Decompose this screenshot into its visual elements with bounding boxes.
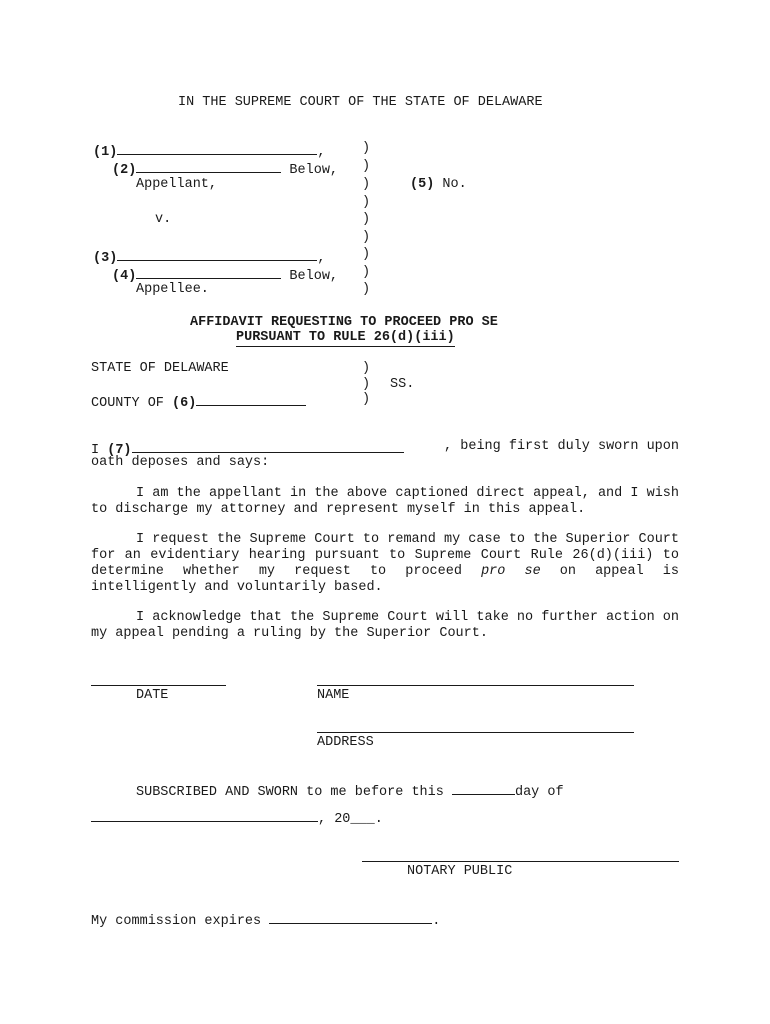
field-1-blank[interactable] (117, 141, 317, 155)
field-2-label: (2) (112, 163, 137, 178)
affidavit-heading-line-1: AFFIDAVIT REQUESTING TO PROCEED PRO SE (190, 315, 498, 330)
caption-paren: ) (362, 265, 371, 280)
field-6-blank[interactable] (196, 392, 306, 406)
pro-se-italic: pro se (481, 564, 541, 579)
field-2-suffix: Below, (289, 163, 339, 178)
notary-signature-line[interactable] (362, 861, 679, 862)
address-label: ADDRESS (317, 735, 374, 750)
commission-end: . (432, 914, 441, 929)
field-3-suffix: , (317, 251, 326, 266)
venue-ss: SS. (390, 377, 415, 392)
caption-paren: ) (362, 230, 371, 245)
field-2-blank[interactable] (136, 159, 281, 173)
caption-paren: ) (362, 177, 371, 192)
name-label: NAME (317, 688, 350, 703)
caption-paren: ) (362, 212, 371, 227)
appellant-label: Appellant, (136, 177, 218, 192)
paragraph-2-text-b: on appeal is intelligently and voluntarily based. (91, 564, 679, 595)
affidavit-heading-line-2: PURSUANT TO RULE 26(d)(iii) (236, 330, 455, 345)
field-3-label: (3) (93, 251, 118, 266)
month-blank[interactable] (91, 808, 318, 822)
paragraph-3-text: I acknowledge that the Supreme Court will take no further action on my appeal pending a ruling by the Superior Court. (91, 610, 679, 641)
caption-paren: ) (362, 195, 371, 210)
venue-paren: ) (362, 361, 371, 376)
caption-paren: ) (362, 141, 371, 156)
field-1-suffix: , (317, 145, 326, 160)
caption-paren: ) (362, 247, 371, 262)
date-signature-line[interactable] (91, 685, 226, 686)
paragraph-1-text: I am the appellant in the above captioned direct appeal, and I wish to discharge my attorney and represent myself in this appeal. (91, 486, 679, 517)
field-5-label: (5) (410, 177, 435, 192)
paragraph-3 (91, 610, 679, 642)
paragraph-2 (91, 532, 679, 596)
paragraph-1 (91, 486, 679, 518)
caption-line-2 (112, 159, 338, 179)
oath-text: oath deposes and says: (91, 455, 270, 470)
versus-label: v. (155, 212, 172, 227)
commission-line (91, 910, 440, 930)
venue-state: STATE OF DELAWARE (91, 361, 229, 376)
field-4-suffix: Below, (289, 269, 339, 284)
caption-line-1 (93, 141, 325, 161)
name-signature-line[interactable] (317, 685, 634, 686)
appellee-label: Appellee. (136, 282, 209, 297)
day-of-text: day of (514, 785, 564, 800)
caption-paren: ) (362, 159, 371, 174)
venue-county-line (91, 392, 306, 412)
address-signature-line[interactable] (317, 732, 634, 733)
year-prefix: , 20 (318, 812, 351, 827)
affiant-prefix: I (91, 443, 100, 458)
case-number-label: No. (442, 177, 467, 192)
court-title: IN THE SUPREME COURT OF THE STATE OF DELAWARE (178, 95, 543, 110)
day-blank[interactable] (452, 781, 515, 795)
sworn-text: , being first duly sworn upon (444, 439, 679, 454)
venue-county-label: COUNTY OF (91, 396, 164, 411)
date-label: DATE (136, 688, 169, 703)
field-4-label: (4) (112, 269, 137, 284)
venue-paren: ) (362, 392, 371, 407)
venue-paren: ) (362, 377, 371, 392)
field-7-label: (7) (107, 443, 132, 458)
year-suffix: ___. (350, 812, 383, 827)
field-7-blank[interactable] (132, 439, 404, 453)
notary-public-label: NOTARY PUBLIC (407, 864, 513, 879)
subscribed-text: SUBSCRIBED AND SWORN to me before this (136, 785, 444, 800)
month-year-line (91, 808, 383, 828)
caption-paren: ) (362, 282, 371, 297)
subscribed-line (136, 781, 564, 801)
field-1-label: (1) (93, 145, 118, 160)
case-number (410, 177, 467, 193)
field-6-label: (6) (172, 396, 197, 411)
field-4-blank[interactable] (136, 265, 281, 279)
commission-blank[interactable] (269, 910, 432, 924)
caption-line-3 (93, 247, 325, 267)
paragraph-2-text-a: I request the Supreme Court to remand my case to the Superior Court for an evidentiary hearing pursuant to Supreme Court Rule 26(d)(iii) to determine whether my request to proceed (91, 532, 679, 579)
commission-text: My commission expires (91, 914, 262, 929)
field-3-blank[interactable] (117, 247, 317, 261)
